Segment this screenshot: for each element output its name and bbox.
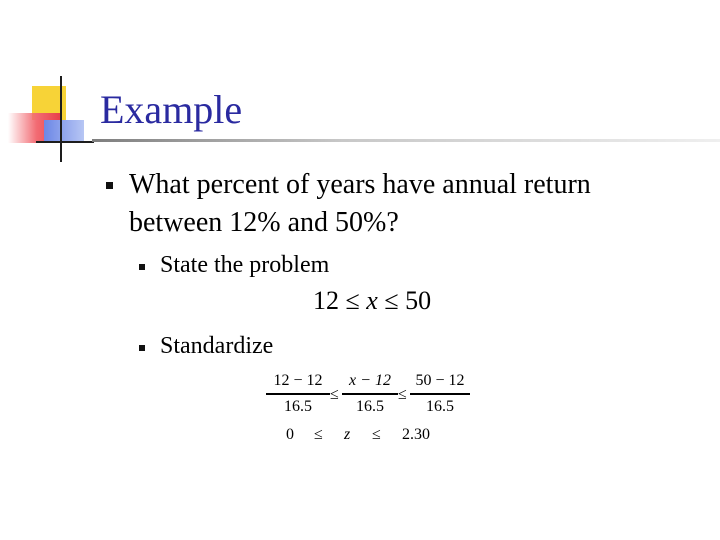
sub-bullet-icon [139, 264, 145, 270]
fraction-right [410, 372, 470, 416]
inequality-var: x [366, 286, 378, 315]
z-relation-2: ≤ [372, 426, 381, 443]
title-underline [92, 139, 720, 142]
decorative-logo [0, 0, 100, 170]
step-standardize: Standardize [160, 333, 274, 359]
question-text: What percent of years have annual return between 12% and 50%? [129, 169, 591, 238]
relation-symbol: ≤ [330, 386, 339, 403]
fraction-bar [342, 393, 398, 395]
fraction-denominator: 16.5 [356, 397, 384, 415]
slide-title: Example [100, 87, 243, 132]
inequality-left: 12 [313, 286, 339, 315]
inequality-expression [313, 286, 431, 316]
z-variable: z [344, 426, 351, 443]
step-state-problem: State the problem [160, 252, 330, 278]
inequality-op2: ≤ [384, 286, 399, 315]
z-value-left: 0 [286, 426, 294, 443]
z-relation-1: ≤ [314, 426, 323, 443]
fraction-numerator: 12 − 12 [273, 372, 323, 389]
sub-bullet-icon [139, 345, 145, 351]
fraction-bar [410, 393, 470, 395]
inequality-op1: ≤ [345, 286, 360, 315]
inequality-right: 50 [405, 286, 432, 315]
relation-symbol: ≤ [398, 386, 407, 403]
fraction-numerator: x − 12 [349, 372, 391, 389]
fraction-numerator: 50 − 12 [415, 372, 465, 389]
bullet-icon [106, 182, 113, 189]
logo-blue-bar [44, 120, 84, 142]
fraction-bar [266, 393, 330, 395]
fraction-denominator: 16.5 [284, 397, 312, 415]
fraction-denominator: 16.5 [426, 397, 454, 415]
fraction-middle [342, 372, 398, 416]
z-value-right: 2.30 [402, 426, 430, 443]
logo-vertical-line [60, 76, 62, 162]
standardize-equation [262, 372, 482, 444]
fraction-left [266, 372, 330, 416]
logo-horizontal-line [36, 141, 94, 143]
